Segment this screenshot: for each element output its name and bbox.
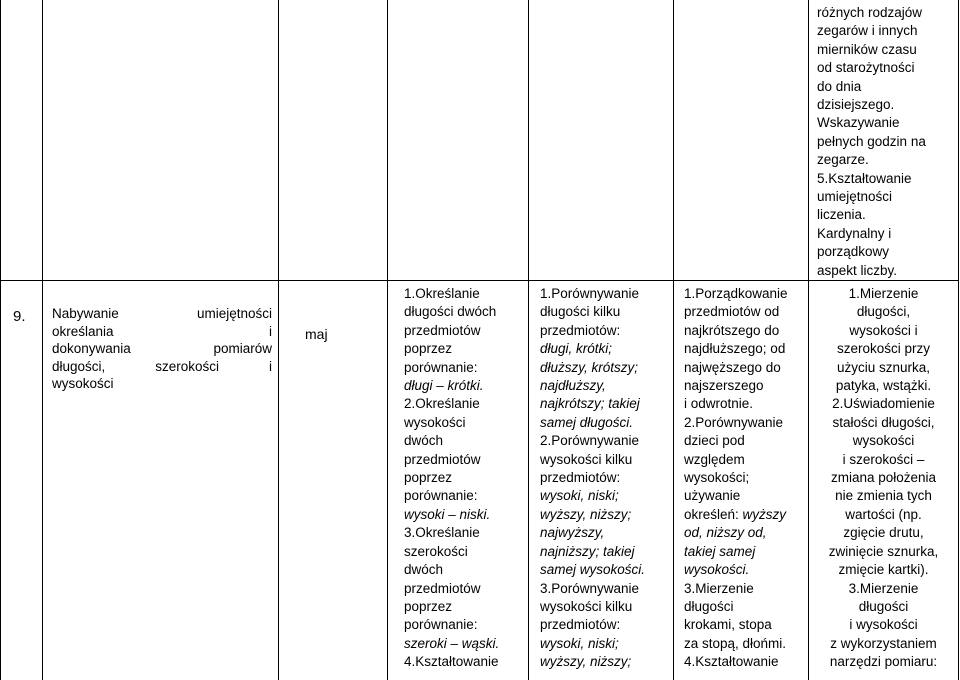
- text-line: [404, 285, 528, 303]
- text-line: dokonywania pomiarów: [52, 341, 272, 357]
- col-b-cell: [540, 285, 672, 672]
- text-line: [540, 340, 672, 358]
- text-line-normal: 1.Porównywanie: [540, 286, 640, 301]
- text-line-normal: długości dwóch: [404, 304, 497, 320]
- text-line-normal: 4.Kształtowanie: [684, 654, 779, 670]
- text-line: zegarów i innych: [817, 23, 918, 39]
- text-line: [540, 616, 672, 634]
- text-line: [540, 487, 672, 505]
- text-line: długości,: [856, 304, 911, 320]
- text-line: [404, 580, 528, 598]
- text-line-italic: najdłuższy,: [540, 378, 606, 394]
- text-line-italic: najkrótszy; takiej: [540, 396, 640, 412]
- text-line-normal: i odwrotnie.: [684, 396, 754, 412]
- text-line-normal: długości kilku: [540, 304, 621, 320]
- table-border-left: [0, 0, 1, 680]
- text-line: patyka, wstążki.: [835, 378, 932, 394]
- text-line: [540, 561, 672, 579]
- table-border-col4: [528, 0, 529, 680]
- text-line: [404, 598, 528, 616]
- text-line: [404, 414, 528, 432]
- text-line: [404, 543, 528, 561]
- text-line: Nabywanie umiejętności: [52, 306, 272, 321]
- table-border-col6: [808, 0, 809, 680]
- text-line: [540, 451, 672, 469]
- text-line-normal: wysokości kilku: [540, 598, 633, 614]
- text-line-italic: wysoki, niski;: [540, 488, 619, 504]
- text-line: od starożytności: [817, 60, 915, 76]
- text-line: [684, 616, 808, 634]
- text-line: zmięcie kartki).: [838, 562, 929, 578]
- text-line-normal: 3.Mierzenie: [684, 580, 754, 596]
- text-line: [404, 469, 528, 487]
- text-line-normal: przedmiotów od: [684, 304, 780, 320]
- text-line: [684, 377, 808, 395]
- text-line-normal: 3.Określanie: [404, 525, 480, 541]
- text-line: [540, 285, 672, 303]
- text-line: [684, 340, 808, 358]
- text-line-normal: krokami, stopa: [684, 617, 772, 633]
- text-line-normal: 2.Określanie: [404, 396, 480, 412]
- text-line: [404, 322, 528, 340]
- text-line: [684, 543, 808, 561]
- text-line: [404, 506, 528, 524]
- text-line-normal: wysokości kilku: [540, 451, 633, 467]
- text-line: wysokości: [852, 433, 915, 449]
- text-line: wysokości i: [849, 322, 918, 338]
- text-line: Kardynalny i: [817, 225, 892, 241]
- table-border-col1: [42, 0, 43, 680]
- text-line: [540, 414, 672, 432]
- text-line: [404, 395, 528, 413]
- text-line-normal: 1.Określanie: [404, 286, 480, 301]
- text-line: [684, 359, 808, 377]
- text-line: [540, 395, 672, 413]
- text-line: [404, 561, 528, 579]
- text-line: użyciu sznurka,: [836, 359, 931, 375]
- text-line-normal: szerokości: [404, 543, 468, 559]
- text-line: szerokości przy: [836, 341, 931, 357]
- text-line-normal: wysokości;: [684, 470, 750, 486]
- table-border-col5: [673, 0, 674, 680]
- row-number: 9.: [13, 308, 26, 325]
- text-line: [684, 561, 808, 579]
- text-line: zegarze.: [817, 152, 869, 168]
- col-a-cell: [404, 285, 528, 672]
- text-line: [540, 635, 672, 653]
- text-line-normal: najwęższego do: [684, 359, 781, 375]
- text-line-italic: dłuższy, krótszy;: [540, 359, 639, 375]
- text-line: zwinięcie sznurka,: [828, 543, 939, 559]
- text-line-italic: samej wysokości.: [540, 562, 646, 578]
- text-line: [684, 395, 808, 413]
- text-line-italic: wysoki, niski;: [540, 635, 619, 651]
- text-line: [684, 598, 808, 616]
- text-line-normal: względem: [684, 451, 745, 467]
- text-line: różnych rodzajów: [817, 5, 923, 20]
- text-line-normal: używanie: [684, 488, 741, 504]
- text-line: długości, szerokości i: [52, 358, 272, 374]
- text-line: [684, 322, 808, 340]
- text-line: [404, 487, 528, 505]
- text-line: i szerokości –: [842, 451, 925, 467]
- row-separator: [0, 280, 959, 281]
- text-line: [540, 543, 672, 561]
- text-line: określania i: [52, 323, 272, 339]
- text-line: [404, 303, 528, 321]
- text-line: [684, 469, 808, 487]
- col-d-top-cell: [817, 4, 959, 280]
- text-line: [404, 635, 528, 653]
- text-line: z wykorzystaniem: [830, 635, 937, 651]
- text-line-normal: dzieci pod: [684, 433, 745, 449]
- text-line-italic: wyższy, niższy;: [540, 654, 632, 670]
- text-line: porządkowy: [817, 244, 890, 260]
- text-line-normal: określeń:: [684, 506, 743, 522]
- text-line-normal: 3.Porównywanie: [540, 580, 640, 596]
- text-line-normal: 2.Porównywanie: [540, 433, 640, 449]
- text-line: aspekt liczby.: [817, 262, 898, 278]
- text-line: [540, 322, 672, 340]
- text-line: do dnia: [817, 78, 862, 94]
- text-line: 5.Kształtowanie: [817, 170, 912, 186]
- text-line: [684, 524, 808, 542]
- text-line: [684, 653, 808, 671]
- text-line: liczenia.: [817, 207, 866, 223]
- text-line-normal: najszerszego: [684, 378, 764, 394]
- text-line: [404, 340, 528, 358]
- text-line-normal: porównanie:: [404, 488, 478, 504]
- text-line: stałości długości,: [832, 414, 935, 430]
- text-line: 3.Mierzenie: [848, 580, 919, 596]
- text-line-normal: poprzez: [404, 598, 453, 614]
- text-line: Wskazywanie: [817, 115, 900, 131]
- text-line: [404, 451, 528, 469]
- text-line: nie zmienia tych: [835, 488, 932, 504]
- text-line: długości: [858, 598, 909, 614]
- text-line: [540, 359, 672, 377]
- topic-cell: [52, 305, 272, 393]
- text-line: pełnych godzin na: [817, 133, 926, 149]
- text-line: [684, 432, 808, 450]
- text-line-normal: przedmiotów:: [540, 617, 621, 633]
- text-line: [540, 506, 672, 524]
- text-line-normal: najdłuższego; od: [684, 341, 786, 357]
- text-line: [684, 580, 808, 598]
- text-line-normal: przedmiotów: [404, 322, 481, 338]
- text-line-normal: długości: [684, 598, 734, 614]
- text-line-italic: samej długości.: [540, 414, 634, 430]
- text-line: [684, 414, 808, 432]
- text-line: [404, 653, 528, 671]
- text-line-italic: najniższy; takiej: [540, 543, 635, 559]
- text-line-normal: za stopą, dłońmi.: [684, 635, 787, 651]
- text-line-normal: wysokości: [404, 414, 466, 430]
- text-line: [684, 285, 808, 303]
- text-line: [404, 524, 528, 542]
- text-line: [540, 432, 672, 450]
- text-line-italic: wysokości.: [684, 562, 750, 578]
- text-line-normal: dwóch: [404, 562, 444, 578]
- text-line-italic: długi, krótki;: [540, 341, 613, 357]
- text-line-italic: szeroki – wąski.: [404, 635, 500, 651]
- text-line-normal: 2.Porównywanie: [684, 414, 784, 430]
- text-line: wartości (np.: [845, 506, 922, 522]
- text-line-italic: takiej samej: [684, 543, 756, 559]
- table-border-col2: [278, 0, 279, 680]
- text-line: [684, 487, 808, 505]
- text-line: [540, 524, 672, 542]
- text-line: [540, 598, 672, 616]
- text-line-normal: przedmiotów: [404, 451, 481, 467]
- text-line-italic: wyższy, niższy;: [540, 506, 632, 522]
- text-line: [404, 616, 528, 634]
- col-d-bottom-cell: [810, 285, 957, 672]
- text-line-normal: poprzez: [404, 470, 453, 486]
- text-line-italic: wyższy: [742, 506, 787, 522]
- text-line: wysokości: [52, 376, 114, 392]
- text-line-italic: od, niższy od,: [684, 525, 767, 541]
- month-cell: maj: [305, 326, 328, 342]
- text-line-normal: przedmiotów:: [540, 322, 621, 338]
- text-line: [540, 377, 672, 395]
- text-line: [684, 303, 808, 321]
- text-line: [684, 451, 808, 469]
- text-line: [540, 469, 672, 487]
- text-line: zgięcie drutu,: [843, 525, 924, 541]
- text-line-normal: porównanie:: [404, 359, 478, 375]
- text-line: [684, 506, 808, 524]
- table-border-col3: [387, 0, 388, 680]
- text-line: 1.Mierzenie: [848, 286, 919, 301]
- text-line-normal: 1.Porządkowanie: [684, 286, 788, 301]
- text-line: mierników czasu: [817, 41, 917, 57]
- text-line: zmiana położenia: [830, 470, 937, 486]
- text-line-italic: długi – krótki.: [404, 378, 484, 394]
- text-line-italic: najwyższy,: [540, 525, 605, 541]
- text-line: [684, 635, 808, 653]
- text-line: narzędzi pomiaru:: [829, 654, 938, 670]
- text-line-normal: 4.Kształtowanie: [404, 654, 499, 670]
- text-line-normal: porównanie:: [404, 617, 478, 633]
- text-line-normal: dwóch: [404, 433, 444, 449]
- text-line: [540, 303, 672, 321]
- text-line: [404, 359, 528, 377]
- text-line: [404, 432, 528, 450]
- text-line: umiejętności: [817, 189, 893, 205]
- text-line: 2.Uświadomienie: [832, 396, 935, 412]
- text-line: [404, 377, 528, 395]
- text-line-normal: przedmiotów: [404, 580, 481, 596]
- text-line: [540, 580, 672, 598]
- text-line: [540, 653, 672, 671]
- text-line-normal: przedmiotów:: [540, 470, 621, 486]
- col-c-cell: [684, 285, 808, 672]
- text-line: i wysokości: [849, 617, 918, 633]
- text-line-normal: najkrótszego do: [684, 322, 780, 338]
- text-line: dzisiejszego.: [817, 97, 895, 113]
- text-line-italic: wysoki – niski.: [404, 506, 491, 522]
- text-line-normal: poprzez: [404, 341, 453, 357]
